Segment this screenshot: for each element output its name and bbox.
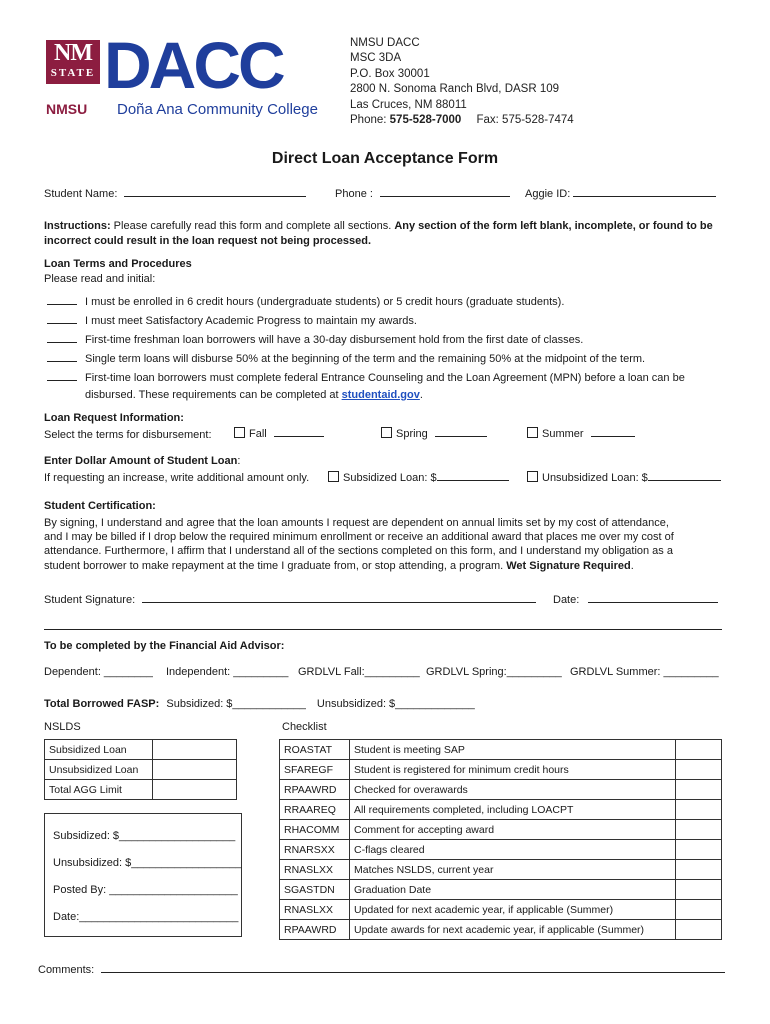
studentaid-link[interactable]: studentaid.gov <box>341 389 420 401</box>
checklist-check-cell[interactable] <box>676 780 722 800</box>
unsubsidized-checkbox[interactable] <box>527 471 538 482</box>
loan-term-item <box>47 333 583 346</box>
instructions-warning: Any section of the form left blank, incomplete, or found to be <box>394 220 713 232</box>
checklist-label: Checklist <box>282 721 327 733</box>
instructions <box>44 220 713 232</box>
checklist-check-cell[interactable] <box>676 880 722 900</box>
checklist-code: ROASTAT <box>280 740 350 760</box>
fall-option <box>234 427 324 440</box>
comments-label: Comments: <box>38 964 95 976</box>
checklist-desc: Comment for accepting award <box>350 820 676 840</box>
grdlvl-summer-field[interactable]: GRDLVL Summer: _________ <box>570 666 719 678</box>
checklist-code: RRAAREQ <box>280 800 350 820</box>
address-line: Las Cruces, NM 88011 <box>350 98 467 111</box>
checklist-check-cell[interactable] <box>676 900 722 920</box>
nm-state-logo <box>46 40 100 84</box>
table-row <box>280 740 722 760</box>
grdlvl-spring-field[interactable]: GRDLVL Spring:_________ <box>426 666 562 678</box>
loan-term-text: I must meet Satisfactory Academic Progress to maintain my awards. <box>85 315 417 327</box>
certification-text: and I may be billed if I drop below the required minimum enrollment or receive an additional award that places me over my cost of <box>44 531 674 543</box>
nslds-value-cell[interactable] <box>153 760 237 780</box>
address-line: MSC 3DA <box>350 52 402 65</box>
aggie-id-field[interactable] <box>573 187 716 197</box>
checklist-desc: Matches NSLDS, current year <box>350 860 676 880</box>
table-row <box>280 820 722 840</box>
checklist-desc: Checked for overawards <box>350 780 676 800</box>
nslds-row-label: Subsidized Loan <box>45 740 153 760</box>
nslds-row-label: Total AGG Limit <box>45 780 153 800</box>
nslds-value-cell[interactable] <box>153 740 237 760</box>
total-borrowed-row <box>44 698 475 710</box>
checklist-check-cell[interactable] <box>676 920 722 940</box>
subsidized-option <box>328 471 509 484</box>
address-line: 2800 N. Sonoma Ranch Blvd, DASR 109 <box>350 83 560 96</box>
table-row <box>280 880 722 900</box>
initial-field[interactable] <box>47 333 77 343</box>
total-subsidized-field[interactable]: Subsidized: $____________ <box>166 698 306 710</box>
fax-number: Fax: 575-528-7474 <box>476 114 574 127</box>
dollar-amount-heading: Enter Dollar Amount of Student Loan <box>44 455 238 467</box>
posted-by-field[interactable]: Posted By: _____________________ <box>53 884 238 896</box>
checklist-check-cell[interactable] <box>676 840 722 860</box>
initial-field[interactable] <box>47 371 77 381</box>
logo-nm-text: NM <box>54 40 92 66</box>
certification-text: student borrower to make repayment at the time I graduate from, or stop attending, a program. <box>44 560 507 572</box>
loan-term-item <box>47 352 645 365</box>
summer-label: Summer <box>542 428 584 440</box>
phone-label: Phone: <box>350 114 387 127</box>
nslds-entry-box <box>44 813 242 937</box>
fall-label: Fall <box>249 428 267 440</box>
spring-amount-field[interactable] <box>435 427 487 437</box>
loan-term-text: Single term loans will disburse 50% at the beginning of the term and the remaining 50% at the midpoint of the term. <box>85 353 646 365</box>
dependent-field[interactable]: Dependent: ________ <box>44 666 153 678</box>
dollar-amount-hint: If requesting an increase, write additional amount only. <box>44 472 310 484</box>
fall-checkbox[interactable] <box>234 427 245 438</box>
checklist-desc: All requirements completed, including LOACPT <box>350 800 676 820</box>
checklist-check-cell[interactable] <box>676 800 722 820</box>
table-row <box>280 840 722 860</box>
nslds-table <box>44 739 237 800</box>
phone-number: 575-528-7000 <box>389 114 462 127</box>
comments-row <box>38 963 725 976</box>
certification-heading: Student Certification: <box>44 500 156 512</box>
table-row <box>45 780 237 800</box>
checklist-check-cell[interactable] <box>676 740 722 760</box>
spring-option <box>381 427 487 440</box>
advisor-heading: To be completed by the Financial Aid Advisor: <box>44 640 285 652</box>
loan-term-item <box>47 371 685 384</box>
nmsu-wordmark: NMSU <box>46 101 88 117</box>
checklist-code: SFAREGF <box>280 760 350 780</box>
address-block <box>350 36 574 128</box>
checklist-code: RPAAWRD <box>280 920 350 940</box>
section-divider <box>44 629 722 630</box>
comments-field[interactable] <box>101 963 725 973</box>
checklist-desc: Student is meeting SAP <box>350 740 676 760</box>
checklist-code: RHACOMM <box>280 820 350 840</box>
signature-label: Student Signature: <box>44 594 136 606</box>
total-borrowed-label: Total Borrowed FASP: <box>44 698 160 710</box>
loan-terms-subheading: Please read and initial: <box>44 273 156 285</box>
checklist-desc: Updated for next academic year, if applicable (Summer) <box>350 900 676 920</box>
checklist-desc: Update awards for next academic year, if applicable (Summer) <box>350 920 676 940</box>
checklist-check-cell[interactable] <box>676 760 722 780</box>
subsidized-label: Subsidized Loan: $ <box>343 472 437 484</box>
spring-label: Spring <box>396 428 428 440</box>
instructions-label: Instructions: <box>44 220 111 232</box>
dollar-amount-heading-row <box>44 455 240 467</box>
total-unsubsidized-field[interactable]: Unsubsidized: $_____________ <box>316 698 475 710</box>
summer-option <box>527 427 635 440</box>
period: . <box>419 389 423 401</box>
checklist-desc: Student is registered for minimum credit hours <box>350 760 676 780</box>
loan-request-heading: Loan Request Information: <box>44 412 184 424</box>
logo-state-text: STATE <box>50 67 96 79</box>
disbursement-label: Select the terms for disbursement: <box>44 429 212 441</box>
table-row <box>280 760 722 780</box>
nslds-subsidized-field[interactable]: Subsidized: $___________________ <box>53 830 236 842</box>
certification-text: By signing, I understand and agree that the loan amounts I request are dependent on annual limits set by my cost of attendance, <box>44 517 669 529</box>
checklist-code: SGASTDN <box>280 880 350 900</box>
table-row <box>280 780 722 800</box>
loan-term-item <box>47 314 417 327</box>
colon: : <box>237 455 241 467</box>
unsubsidized-label: Unsubsidized Loan: $ <box>542 472 648 484</box>
loan-term-text: First-time freshman loan borrowers will have a 30-day disbursement hold from the first date of classes. <box>85 334 584 346</box>
table-row <box>280 920 722 940</box>
phone-field[interactable] <box>380 187 510 197</box>
loan-term-text: First-time loan borrowers must complete federal Entrance Counseling and the Loan Agreement (MPN) before a loan can be <box>85 372 685 384</box>
student-name-field[interactable] <box>124 187 306 197</box>
loan-term-text: I must be enrolled in 6 credit hours (undergraduate students) or 5 credit hours (graduate students). <box>85 296 565 308</box>
loan-terms-heading: Loan Terms and Procedures <box>44 258 192 270</box>
nslds-row-label: Unsubsidized Loan <box>45 760 153 780</box>
college-name: Doña Ana Community College <box>117 101 318 118</box>
table-row <box>280 860 722 880</box>
checklist-check-cell[interactable] <box>676 820 722 840</box>
checklist-code: RNASLXX <box>280 860 350 880</box>
subsidized-amount-field[interactable] <box>437 471 509 481</box>
nslds-date-field[interactable]: Date:__________________________ <box>53 911 239 923</box>
dacc-logo: DACC <box>104 28 283 102</box>
checklist-code: RNARSXX <box>280 840 350 860</box>
aggie-id-label: Aggie ID: <box>525 188 571 200</box>
checklist-check-cell[interactable] <box>676 860 722 880</box>
independent-field[interactable]: Independent: _________ <box>166 666 289 678</box>
spring-checkbox[interactable] <box>381 427 392 438</box>
nslds-unsubsidized-field[interactable]: Unsubsidized: $__________________ <box>53 857 242 869</box>
period: . <box>630 560 634 572</box>
signature-field[interactable] <box>142 593 536 603</box>
summer-checkbox[interactable] <box>527 427 538 438</box>
initial-field[interactable] <box>47 352 77 362</box>
wet-signature-note: Wet Signature Required <box>506 560 631 572</box>
unsubsidized-amount-field[interactable] <box>648 471 721 481</box>
subsidized-checkbox[interactable] <box>328 471 339 482</box>
checklist-desc: Graduation Date <box>350 880 676 900</box>
summer-amount-field[interactable] <box>591 427 635 437</box>
page-title: Direct Loan Acceptance Form <box>271 150 499 167</box>
checklist-table <box>279 739 722 940</box>
phone-field-label: Phone : <box>335 188 373 200</box>
checklist-code: RNASLXX <box>280 900 350 920</box>
table-row <box>280 900 722 920</box>
instructions-warning-cont: incorrect could result in the loan request not being processed. <box>44 235 372 247</box>
loan-term-text: disbursed. These requirements can be completed at <box>85 389 342 401</box>
date-row <box>553 593 718 606</box>
certification-text: attendance. Furthermore, I affirm that I understand all of the sections completed on this form, and I understand my obligation as a <box>44 545 673 557</box>
table-row <box>45 760 237 780</box>
phone-row <box>335 187 510 200</box>
student-name-row <box>44 187 306 200</box>
loan-term-item <box>47 295 564 308</box>
nslds-value-cell[interactable] <box>153 780 237 800</box>
signature-row <box>44 593 536 606</box>
address-line: NMSU DACC <box>350 37 420 49</box>
table-row <box>45 740 237 760</box>
checklist-code: RPAAWRD <box>280 780 350 800</box>
table-row <box>280 800 722 820</box>
loan-term-item-cont <box>85 389 423 401</box>
initial-field[interactable] <box>47 295 77 305</box>
checklist-desc: C-flags cleared <box>350 840 676 860</box>
address-line: P.O. Box 30001 <box>350 67 430 80</box>
aggie-id-row <box>525 187 716 200</box>
nslds-label: NSLDS <box>44 721 81 733</box>
grdlvl-fall-field[interactable]: GRDLVL Fall:_________ <box>298 666 420 678</box>
date-label: Date: <box>553 594 580 606</box>
fall-amount-field[interactable] <box>274 427 324 437</box>
certification-text-last <box>44 560 634 572</box>
unsubsidized-option <box>527 471 721 484</box>
instructions-text: Please carefully read this form and complete all sections. <box>110 220 395 232</box>
student-name-label: Student Name: <box>44 188 118 200</box>
initial-field[interactable] <box>47 314 77 324</box>
contact-line <box>350 113 574 128</box>
date-field[interactable] <box>588 593 718 603</box>
